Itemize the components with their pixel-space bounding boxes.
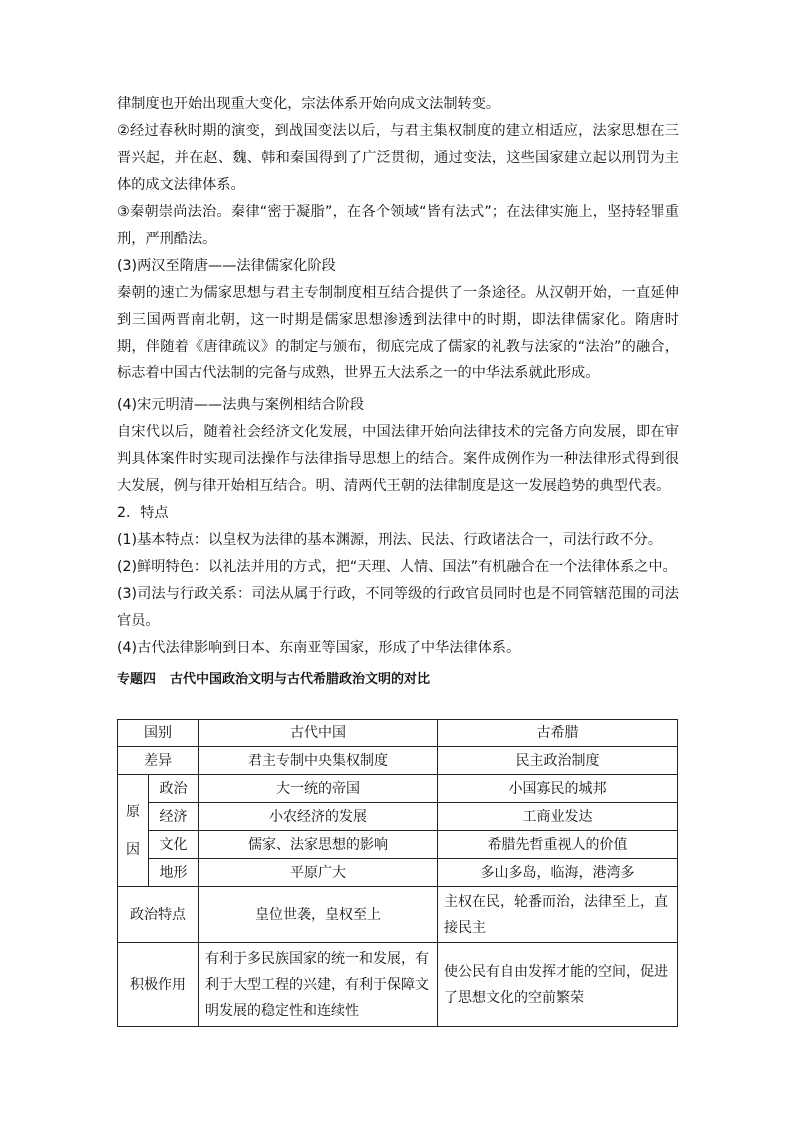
reason-greece: 小国寡民的城邦 (438, 775, 678, 803)
reason-sub-label: 地形 (149, 859, 199, 887)
header-country: 国别 (118, 720, 199, 747)
table-row-positive-role (118, 943, 678, 1027)
text-line-1: 律制度也开始出现重大变化，宗法体系开始向成文法制转变。 (117, 96, 501, 112)
feature-3: (3)司法与行政关系：司法从属于行政，不同等级的行政官员同时也是不同管辖范围的司法官员。 (117, 586, 679, 629)
reason-china: 儒家、法家思想的影响 (199, 831, 438, 859)
reason-china: 小农经济的发展 (199, 803, 438, 831)
heading-han-sui-tang: (3)两汉至隋唐——法律儒家化阶段 (117, 258, 336, 274)
topic-label: 专题四 (117, 672, 157, 687)
political-china: 皇位世袭，皇权至上 (199, 887, 438, 943)
feature-1: (1)基本特点：以皇权为法律的基本渊源，刑法、民法、行政诸法合一，司法行政不分。 (117, 532, 663, 548)
positive-greece: 使公民有自由发挥才能的空间，促进了思想文化的空前繁荣 (438, 943, 678, 1027)
paragraph-qin: ③秦朝崇尚法治。秦律“密于凝脂”，在各个领域“皆有法式”；在法律实施上，坚持轻罪重刑，严刑酷法。 (117, 204, 679, 247)
heading-song-yuan-ming-qing: (4)宋元明清——法典与案例相结合阶段 (117, 397, 365, 413)
header-china: 古代中国 (199, 720, 438, 747)
table-row-reason-politics (118, 775, 678, 803)
paragraph-song-yuan-ming-qing: 自宋代以后，随着社会经济文化发展，中国法律开始向法律技术的完备方向发展，即在审判具体案件时实现司法操作与法律指导思想上的结合。案件成例作为一种法律形式得到很大发展，例与律开始相互结合。明、清两代王朝的法律制度是这一发展趋势的典型代表。 (117, 424, 679, 494)
table-row-reason-terrain (118, 859, 678, 887)
header-greece: 古希腊 (438, 720, 678, 747)
reason-china: 大一统的帝国 (199, 775, 438, 803)
topic-heading (117, 668, 430, 687)
reason-label (118, 775, 149, 887)
reason-greece: 多山多岛，临海，港湾多 (438, 859, 678, 887)
diff-greece: 民主政治制度 (438, 747, 678, 775)
positive-china: 有利于多民族国家的统一和发展，有利于大型工程的兴建，有利于保障文明发展的稳定性和连续性 (199, 943, 438, 1027)
paragraph-han-sui-tang: 秦朝的速亡为儒家思想与君主专制制度相互结合提供了一条途径。从汉朝开始，一直延伸到三国两晋南北朝，这一时期是儒家思想渗透到法律中的时期，即法律儒家化。隋唐时期，伴随着《唐律疏议》的制定与颁布，彻底完成了儒家的礼教与法家的“法治”的融合，标志着中国古代法制的完备与成熟，世界五大法系之一的中华法系就此形成。 (117, 285, 679, 382)
section-heading-features: 2．特点 (117, 505, 169, 521)
reason-china: 平原广大 (199, 859, 438, 887)
table-row-political-features (118, 887, 678, 943)
topic-title: 古代中国政治文明与古代希腊政治文明的对比 (170, 672, 431, 687)
reason-label-bottom: 因 (126, 841, 140, 858)
reason-label-top: 原 (126, 803, 140, 820)
table-row-reason-economy (118, 803, 678, 831)
table-row-reason-culture (118, 831, 678, 859)
reason-sub-label: 文化 (149, 831, 199, 859)
feature-4: (4)古代法律影响到日本、东南亚等国家，形成了中华法律体系。 (117, 640, 521, 656)
table-row-header (118, 720, 678, 747)
reason-greece: 工商业发达 (438, 803, 678, 831)
diff-label: 差异 (118, 747, 199, 775)
reason-sub-label: 政治 (149, 775, 199, 803)
feature-2: (2)鲜明特色：以礼法并用的方式，把“天理、人情、国法”有机融合在一个法律体系之中。 (117, 559, 677, 575)
diff-china: 君主专制中央集权制度 (199, 747, 438, 775)
reason-sub-label: 经济 (149, 803, 199, 831)
reason-greece: 希腊先哲重视人的价值 (438, 831, 678, 859)
political-greece: 主权在民，轮番而治，法律至上，直接民主 (438, 887, 678, 943)
positive-label: 积极作用 (118, 943, 199, 1027)
table-row-difference (118, 747, 678, 775)
paragraph-warring-states: ②经过春秋时期的演变，到战国变法以后，与君主集权制度的建立相适应，法家思想在三晋兴起，并在赵、魏、韩和秦国得到了广泛贯彻，通过变法，这些国家建立起以刑罚为主体的成文法律体系。 (117, 123, 679, 193)
political-label: 政治特点 (118, 887, 199, 943)
comparison-table (117, 719, 678, 1027)
